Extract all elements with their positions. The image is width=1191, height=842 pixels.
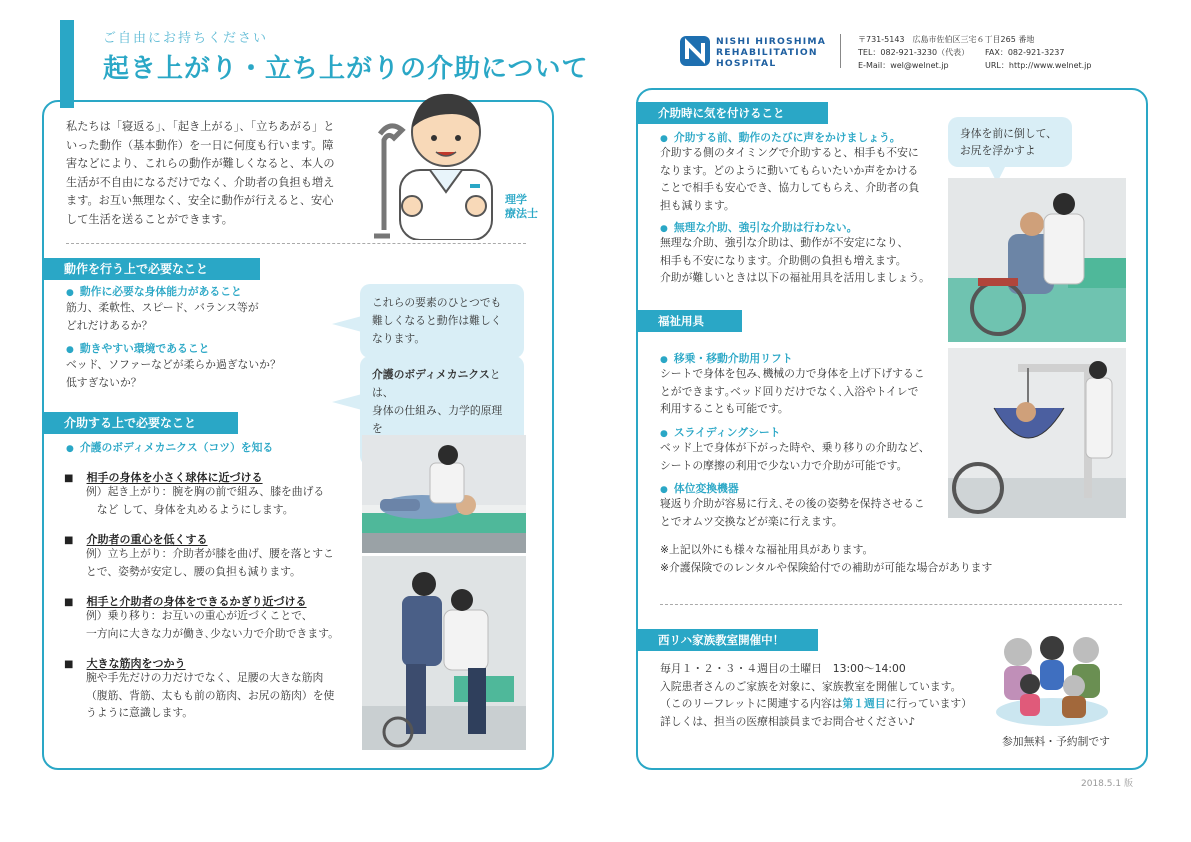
item1-text: 筋力、柔軟性、スピード、バランス等が どれだけあるか？ <box>66 301 259 332</box>
square-bullet-icon: ■ <box>64 473 74 484</box>
mechanics-item-2: ■ 介助者の重心を低くする <box>64 533 208 546</box>
callout-bubble: 身体を前に倒して、 お尻を浮かすよ <box>948 117 1072 167</box>
divider <box>66 243 526 244</box>
square-bullet-icon: ■ <box>64 659 74 670</box>
equipment-notes: ※上記以外にも様々な福祉用具があります。 ※介護保険でのレンタルや保険給付での補助が可能な場合があります <box>660 543 993 574</box>
caution-item1-text: 介助する側のタイミングで介助すると、相手も不安に なります。どのように動いてもらいたいか声をかける ことで相手も安心でき、協力してもらえ、介助者の負 担も減ります。 <box>660 146 920 212</box>
section-header-family-class: 西リハ家族教室開催中！ <box>636 629 818 651</box>
photo-sitting-up <box>362 435 526 553</box>
section-header-equipment: 福祉用具 <box>636 310 742 332</box>
equipment-item3-title: ● 体位変換機器 <box>660 481 739 496</box>
equipment-item2-title: ● スライディングシート <box>660 425 780 440</box>
square-bullet-icon: ■ <box>64 535 74 546</box>
title-accent-bar <box>60 20 74 108</box>
therapist-illustration <box>360 88 508 240</box>
page-title: 起き上がり・立ち上がりの介助について <box>103 54 589 84</box>
mechanics-item-2-text: 例）立ち上がり：介助者が膝を曲げ、腰を落とすこ とで、姿勢が安定し、腰の負担も減ります。 <box>86 547 334 578</box>
square-bullet-icon: ■ <box>64 597 74 608</box>
free-reservation-note: 参加無料・予約制です <box>1002 735 1110 748</box>
mechanics-item-4: ■ 大きな筋肉をつかう <box>64 657 186 670</box>
header-divider <box>840 34 841 68</box>
caution-item2-title: ● 無理な介助、強引な介助は行わない。 <box>660 220 857 235</box>
family-illustration <box>990 626 1114 730</box>
speech-bubble-2: 介護のボディメカニクスとは、 身体の仕組み、力学的原理を <box>360 356 524 466</box>
speech-bubble-1: これらの要素のひとつでも 難しくなると動作は難しく なります。 <box>360 284 524 358</box>
item1-title: ● 動作に必要な身体能力があること <box>66 284 242 299</box>
item2-title: ● 動きやすい環境であること <box>66 341 209 356</box>
family-class-text: 毎月１・２・３・４週目の土曜日 13:00～14:00 入院患者さんのご家族を対象に、家族教室を開催しています。 （このリーフレットに関連する内容は第１週目に行っています） 詳しくは、担当の医療相談員までお問合せください♪ <box>660 662 973 728</box>
mechanics-item-3: ■ 相手と介助者の身体をできるかぎり近づける <box>64 595 307 608</box>
photo-transfer <box>948 178 1126 342</box>
email: E-Mail：wel@welnet.jp <box>858 61 949 70</box>
section-header-assistance: 介助する上で必要なこと <box>42 412 238 434</box>
mechanics-item-1-text: 例）起き上がり：腕を胸の前で組み、膝を曲げる など して、身体を丸めるようにします。 <box>86 485 325 516</box>
hospital-logo-icon <box>680 36 710 66</box>
equipment-item1-text: シートで身体を包み､機械の力で身体を上げ下げするこ とができます｡ベッド回りだけでなく､入浴やトイレで 利用することも可能です。 <box>660 367 925 415</box>
version-label: 2018.5.1 版 <box>1081 779 1133 789</box>
section-header-requirements: 動作を行う上で必要なこと <box>42 258 260 280</box>
hospital-logo-text: NISHI HIROSHIMA REHABILITATION HOSPITAL <box>716 36 827 69</box>
item2-text: ベッド、ソファーなどが柔らか過ぎないか？ 低すぎないか？ <box>66 358 281 389</box>
body-mechanics-lead: ● 介護のボディメカニクス（コツ）を知る <box>66 440 273 455</box>
address: 〒731-5143 広島市佐伯区三宅６丁目265 番地 <box>858 35 1035 44</box>
pt-label: 理学 療法士 <box>505 193 538 220</box>
equipment-item2-text: ベッド上で身体が下がった時や、乗り移りの介助など、 シートの摩擦の利用で少ない力で介助が可能です。 <box>660 441 930 472</box>
mechanics-item-3-text: 例）乗り移り：お互いの重心が近づくことで、 一方向に大きな力が働き､少ない力で介助できます。 <box>86 609 339 640</box>
caution-item2-text: 無理な介助、強引な介助は、動作が不安定になり、 相手も不安になります。介助側の負担も増えます。 介助が難しいときは以下の福祉用具を活用しましょう。 <box>660 236 930 284</box>
equipment-item3-text: 寝返り介助が容易に行え､その後の姿勢を保持させるこ とでオムツ交換などが楽に行えます。 <box>660 497 925 528</box>
section-header-caution: 介助時に気を付けること <box>636 102 828 124</box>
subtitle: ご自由にお持ちください <box>103 31 269 46</box>
photo-lift <box>948 348 1126 518</box>
bubble-tail-1 <box>332 314 362 334</box>
caution-item1-title: ● 介助する前、動作のたびに声をかけましょう。 <box>660 130 901 145</box>
intro-text: 私たちは「寝返る」、「起き上がる」、「立ちあがる」と いった動作（基本動作）を一日に何度も行います。障 害などにより、これらの動作が難しくなると、本人の 生活が不自由になるだけでなく、介助者の負担も増え ます。お互い無理なく、安全に動作が行えると、安心 して生活を送ることができます。 <box>66 120 335 226</box>
bubble-tail-2 <box>332 392 362 412</box>
tel: TEL：082-921-3230（代表） <box>858 48 970 57</box>
url: URL：http://www.welnet.jp <box>985 61 1092 70</box>
mechanics-item-1: ■ 相手の身体を小さく球体に近づける <box>64 471 263 484</box>
fax: FAX：082-921-3237 <box>985 48 1065 57</box>
mechanics-item-4-text: 腕や手先だけの力だけでなく、足腰の大きな筋肉 （腹筋、背筋、太もも前の筋肉、お尻の筋肉）を使 うように意識します。 <box>86 671 335 719</box>
photo-standing-assist <box>362 556 526 750</box>
equipment-item1-title: ● 移乗・移動介助用リフト <box>660 351 793 366</box>
divider <box>660 604 1122 605</box>
